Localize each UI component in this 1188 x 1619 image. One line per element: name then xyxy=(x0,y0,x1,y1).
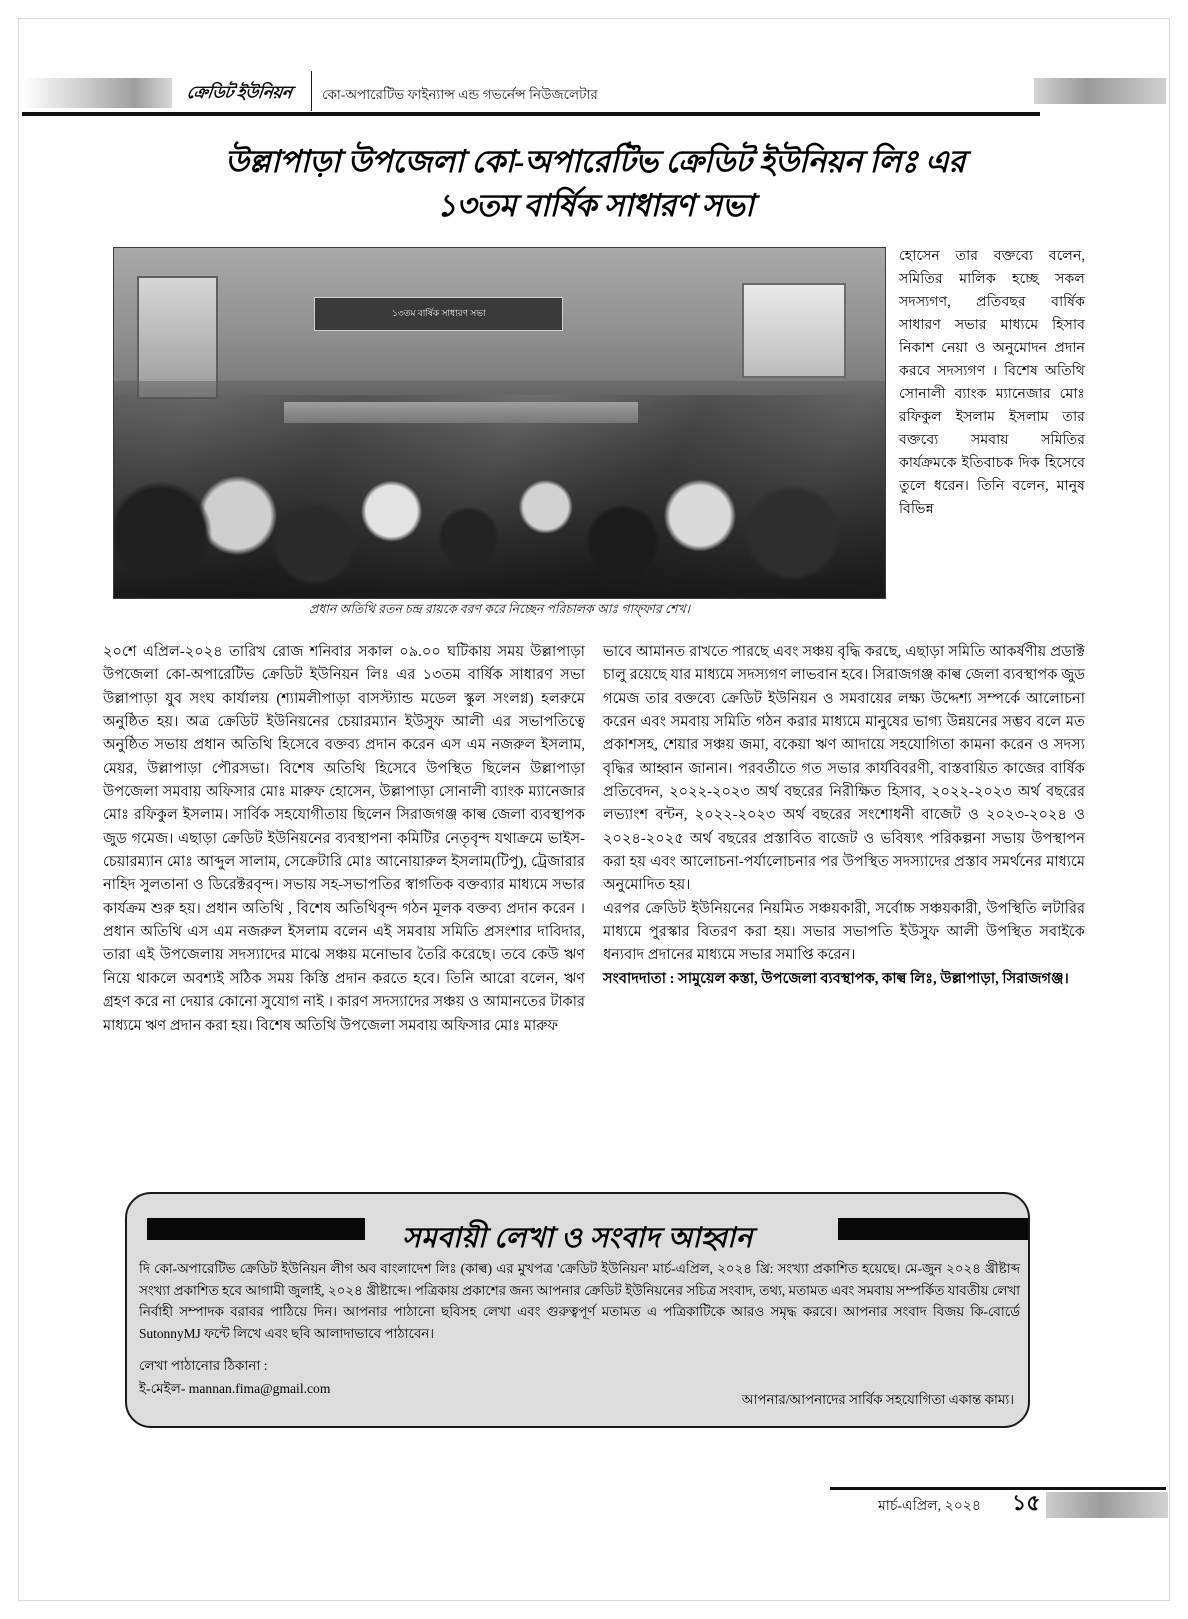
article-column-left xyxy=(103,641,585,1038)
publication-logo: ক্রেডিট ইউনিয়ন xyxy=(185,83,293,102)
announcement-email-label: ই-মেইল- xyxy=(139,1381,186,1397)
announcement-box xyxy=(125,1192,1030,1428)
headline-line-1: উল্লাপাড়া উপজেলা কো-অপারেটিভ ক্রেডিট ইউনিয়ন লিঃ এর xyxy=(224,144,966,179)
announcement-contact xyxy=(139,1354,659,1400)
masthead-divider xyxy=(311,71,312,111)
article-photo xyxy=(113,247,886,599)
masthead-tagline: কো-অপারেটিভ ফাইন্যান্স এন্ড গভর্নেন্স নিউজলেটার xyxy=(322,87,598,102)
masthead-left-gradient-bar xyxy=(22,78,172,108)
footer-gradient-bar xyxy=(1046,1492,1168,1518)
announcement-title: সমবায়ী লেখা ও সংবাদ আহ্বান xyxy=(402,1223,753,1254)
photo-caption: প্রধান অতিথি রতন চন্দ্র রায়কে বরণ করে নিচ্ছেন পরিচালক আঃ গাফ্‌ফার শেখ। xyxy=(308,602,691,616)
footer-rule xyxy=(830,1487,1166,1490)
announcement-footnote: আপনার/আপনাদের সার্বিক সহযোগিতা একান্ত কাম্য। xyxy=(741,1392,1014,1407)
masthead xyxy=(22,78,1166,120)
photo-stage-banner: ১৩তম বার্ষিক সাধারণ সভা xyxy=(314,297,563,331)
photo-audience-region xyxy=(114,381,885,598)
article-paragraph: ভাবে আমানত রাখতে পারছে এবং সঞ্চয় বৃদ্ধি করছে, এছাড়া সমিতি আকর্ষণীয় প্রডাক্ট চালু রয়েছে যার মাধ্যমে সদস্যগণ লাভবান হবে। সিরাজগঞ্জ কাল্ব জেলা ব্যবস্থাপক জুড গমেজ তার বক্তব্যে ক্রেডিট ইউনিয়ন ও সমবায়ের লক্ষ্য উদ্দেশ্য সম্পর্কে আলোচনা করেন এবং সমবায় সমিতি গঠন করার মাধ্যমে মানুষের ভাগ্য উন্নয়নের সম্ভব বলে মত প্রকাশসহ, শেয়ার সঞ্চয় জমা, বকেয়া ঋণ আদায়ে সহযোগিতা কামনা করেন ও সদস্য বৃদ্ধির আহ্বান জানান। পরবর্তীতে গত সভার কার্যবিবরণী, বাস্তবায়িত কাজের বার্ষিক প্রতিবেদন, ২০২২-২০২৩ অর্থ বছরের নিরীক্ষিত হিসাব, ২০২২-২০২৩ অর্থ বছরের লভ্যাংশ বন্টন, ২০২২-২০২৩ অর্থ বছরের সংশোধনী বাজেট ও ২০২৩-২০২৪ ও ২০২৪-২০২৫ অর্থ বছরের প্রস্তাবিত বাজেট ও ভবিষ্যৎ পরিকল্পনা সভায় উপস্থাপন করা হয় এবং আলোচনা-পর্যালোচনার পর উপস্থিত সদস্যাদের প্রস্তাব সমর্থনের মাধ্যমে অনুমোদিত হয়। xyxy=(603,644,1085,894)
article-paragraph: এরপর ক্রেডিট ইউনিয়নের নিয়মিত সঞ্চয়কারী, সর্বোচ্চ সঞ্চয়কারী, উপস্থিতি লটারির মাধ্যমে পুরস্কার বিতরণ করা হয়। সভার সভাপতি ইউসুফ আলী উপস্থিত সবাইকে ধন্যবাদ প্রদানের মাধ্যমে সভার সমাপ্তি করেন। xyxy=(603,900,1085,964)
article-column-right-top xyxy=(899,245,1085,521)
headline-line-2: ১৩তম বার্ষিক সাধারণ সভা xyxy=(436,188,754,224)
announcement-email-value[interactable]: mannan.fima@gmail.com xyxy=(188,1381,331,1397)
announcement-body: দি কো-অপারেটিভ ক্রেডিট ইউনিয়ন লীগ অব বাংলাদেশ লিঃ (কাল্ব) এর মুখপত্র 'ক্রেডিট ইউনিয়ন' মার্চ-এপ্রিল, ২০২৪ খ্রি: সংখ্যা প্রকাশিত হয়েছে। মে-জুন ২০২৪ খ্রীষ্টাব্দ সংখ্যা প্রকাশিত হবে আগামী জুলাই, ২০২৪ খ্রীষ্টাব্দে। পত্রিকায় প্রকাশের জন্য আপনার ক্রেডিট ইউনিয়নের সচিত্র সংবাদ, তথ্য, মতামত এবং সমবায় সম্পর্কিত যাবতীয় লেখা নির্বাহী সম্পাদক বরাবর পাঠিয়ে দিন। আপনার পাঠানো ছবিসহ লেখা এবং গুরুত্বপূর্ণ মতামত এ পত্রিকাটিকে আরও সমৃদ্ধ করবে। আপনার সংবাদ বিজয় কি-বোর্ডে SutonnyMJ ফন্টে লিখে এবং ছবি আলাদাভাবে পাঠাবেন। xyxy=(139,1261,1020,1342)
announcement-contact-label: লেখা পাঠানোর ঠিকানা : xyxy=(139,1358,268,1373)
article-paragraph: ২০শে এপ্রিল-২০২৪ তারিখ রোজ শনিবার সকাল ০৯.০০ ঘটিকায় সময় উল্লাপাড়া উপজেলা কো-অপারেটিভ ক্রেডিট ইউনিয়ন লিঃ এর ১৩তম বার্ষিক সাধারণ সভা উল্লাপাড়া যুব সংঘ কার্যালয় (শ্যামলীপাড়া বাসস্ট্যান্ড মডেল স্কুল সংলগ্ন) হলরুমে অনুষ্ঠিত হয়। অত্র ক্রেডিট ইউনিয়নের চেয়ারম্যান ইউসুফ আলী এর সভাপতিত্বে অনুষ্ঠিত সভায় প্রধান অতিথি হিসেবে বক্তব্য প্রদান করেন এস এম নজরুল ইসলাম, মেয়র, উল্লাপাড়া পৌরসভা। বিশেষ অতিথি হিসেবে উপস্থিত ছিলেন উল্লাপাড়া উপজেলা সমবায় অফিসার মোঃ মারুফ হোসেন, উল্লাপাড়া সোনালী ব্যাংক ম্যানেজার মোঃ রফিকুল ইসলাম। সার্বিক সহযোগীতায় ছিলেন সিরাজগঞ্জ কাল্ব জেলা ব্যবস্থাপক জুড গমেজ। এছাড়া ক্রেডিট ইউনিয়নের ব্যবস্থাপনা কমিটির নেতৃবৃন্দ যথাক্রমে ভাইস-চেয়ারম্যান মোঃ আব্দুল সালাম, সেক্রেটারি মোঃ আনোয়ারুল ইসলাম(টিপু), ট্রেজারার নাহিদ সুলতানা ও ডিরেক্টরবৃন্দ। সভায় সহ-সভাপতির স্বাগতিক বক্তব্যার মাধ্যমে সভার কার্যক্রম শুরু হয়। প্রধান অতিথি , বিশেষ অতিথিবৃন্দ গঠন মূলক বক্তব্য প্রদান করেন । প্রধান অতিথি এস এম নজরুল ইসলাম বলেন এই সমবায় সমিতি প্রসংশার দাবিদার, তারা এই উপজেলায় সদস্যাদের মাঝে সঞ্চয় মনোভাব তৈরি করেছে। তবে কেউ ঋণ নিয়ে থাকলে অবশ্যই সঠিক সময় কিস্তি প্রদান করতে হবে। তিনি আরো বলেন, ঋণ গ্রহণ করে না দেয়ার কোনো সুযোগ নাই । কারণ সদস্যাদের সঞ্চয় ও আমানতের টাকার মাধ্যমে ঋণ প্রদান করা হয়। বিশেষ অতিথি উপজেলা সমবায় অফিসার মোঃ মারুফ xyxy=(103,644,585,1034)
footer-page-number: ১৫ xyxy=(1012,1490,1041,1515)
article-paragraph: হোসেন তার বক্তব্যে বলেন, সমিতির মালিক হচ্ছে সকল সদস্যগণ, প্রতিবছর বার্ষিক সাধারণ সভার মাধ্যমে হিসাব নিকাশ নেয়া ও অনুমোদন প্রদান করবে সদস্যগণ । বিশেষ অতিথি সোনালী ব্যাংক ম্যানেজার মোঃ রফিকুল ইসলাম ইসলাম তার বক্তব্যে সমবায় সমিতির কার্যক্রমকে ইতিবাচক দিক হিসেবে তুলে ধরেন। তিনি বলেন, মানুষ বিভিন্ন xyxy=(899,248,1085,517)
masthead-right-gradient-bar xyxy=(1034,78,1166,104)
article-headline xyxy=(100,140,1090,228)
article-byline: সংবাদদাতা : সামুয়েল কস্তা, উপজেলা ব্যবস্থাপক, কাল্ব লিঃ, উল্লাপাড়া, সিরাজগঞ্জ। xyxy=(603,970,1069,987)
footer-issue-date: মার্চ-এপ্রিল, ২০২৪ xyxy=(878,1499,981,1514)
masthead-rule xyxy=(22,112,1040,116)
article-column-right xyxy=(603,641,1085,991)
photo-window-region xyxy=(742,283,846,378)
photo-image xyxy=(113,247,886,599)
